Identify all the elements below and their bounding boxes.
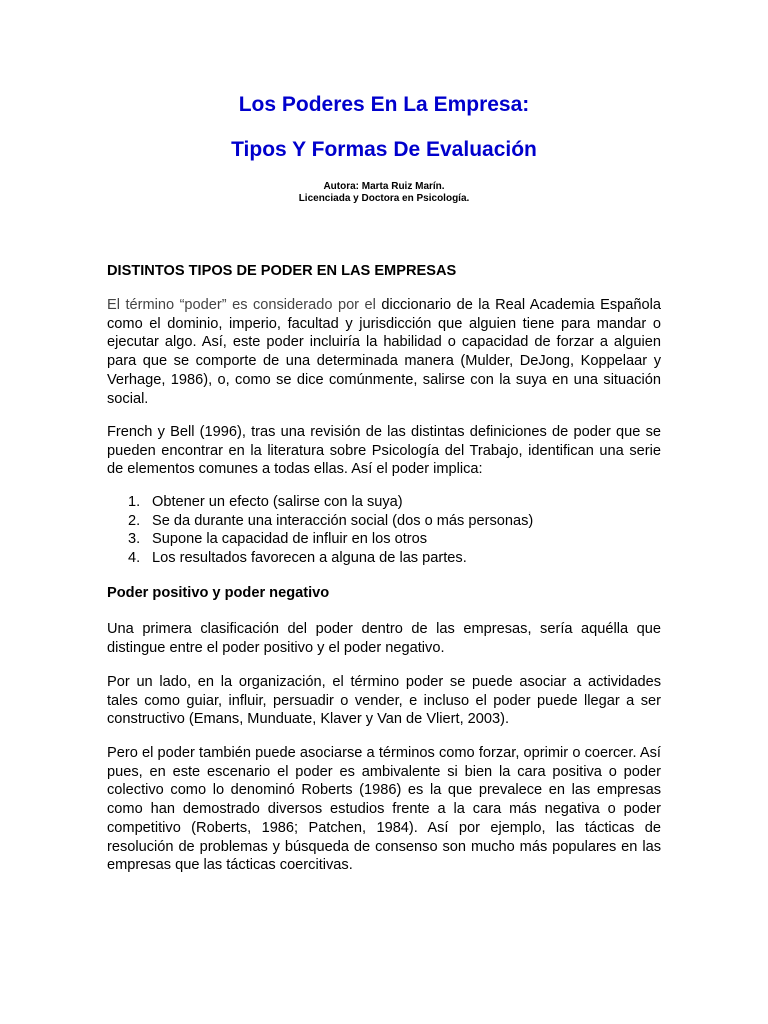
list-item-number: 2. <box>128 512 141 529</box>
paragraph-ambivalente <box>107 744 661 875</box>
list-item <box>107 530 661 549</box>
paragraph-text: Una primera clasificación del poder dentro de las empresas, sería aquélla que distingue entre el poder positivo y el poder negativo. <box>107 621 661 656</box>
credentials-line: Licenciada y Doctora en Psicología. <box>298 193 470 204</box>
section-heading-text: Poder positivo y poder negativo <box>107 585 330 601</box>
paragraph-rest: diccionario de la Real Academia Española como el dominio, imperio, facultad y jurisdicción que alguien tiene para mandar o ejecutar algo. Así, este poder incluiría la habilidad o capacidad de forzar a alguien para que se comporte de una determinada manera (Mulder, DeJong, Koppelaar y Verhage, 1986), o, como se dice comúnmente, salirse con la suya en una situación social. <box>107 297 661 407</box>
paragraph-text <box>107 296 661 408</box>
paragraph-text: Por un lado, en la organización, el término poder se puede asociar a actividades tales como guiar, influir, persuadir o vender, e incluso el poder puede llegar a ser constructivo (Emans, Munduate, Klaver y Van de Vliert, 2003). <box>107 674 661 728</box>
paragraph-lead: El término “poder” es considerado por el <box>107 297 376 313</box>
section-heading-tipos-de-poder <box>107 262 661 281</box>
document-title-line1: Los Poderes En La Empresa: <box>238 93 530 116</box>
list-item-number: 1. <box>128 494 141 510</box>
power-elements-list <box>107 493 661 568</box>
paragraph-text: Pero el poder también puede asociarse a términos como forzar, oprimir o coercer. Así pues, en este escenario el poder es ambivalente si bien la cara positiva o poder colectivo como lo denominó Roberts (1986) es la que prevalece en las empresas como han demostrado diversos estudios frente a la cara más negativa o poder competitivo (Roberts, 1986; Patchen, 1984). Así por ejemplo, las tácticas de resolución de problemas y búsqueda de consenso son mucho más populares en las empresas que las tácticas coercitivas. <box>107 745 661 874</box>
list-item-text: Obtener un efecto (salirse con la suya) <box>152 494 403 510</box>
numbered-list <box>107 493 661 568</box>
list-item <box>107 512 661 531</box>
paragraph-french-bell <box>107 423 661 479</box>
list-item-text: Los resultados favorecen a alguna de las partes. <box>152 550 467 567</box>
author-line: Autora: Marta Ruiz Marín. <box>323 181 445 192</box>
list-item <box>107 493 661 512</box>
list-item-text: Se da durante una interacción social (dos o más personas) <box>152 512 534 529</box>
paragraph-clasificacion <box>107 620 661 657</box>
section-heading-positivo-negativo <box>107 584 661 603</box>
paragraph-definicion <box>107 296 661 408</box>
list-item-number: 3. <box>128 531 141 548</box>
list-item-number: 4. <box>128 550 141 567</box>
document-title-line2: Tipos Y Formas De Evaluación <box>231 138 537 161</box>
list-item-text: Supone la capacidad de influir en los otros <box>152 531 428 548</box>
list-item <box>107 549 661 568</box>
paragraph-organizacion <box>107 673 661 729</box>
paragraph-text: French y Bell (1996), tras una revisión de las distintas definiciones de poder que se pueden encontrar en la literatura sobre Psicología del Trabajo, identifican una serie de elementos comunes a todas ellas. Así el poder implica: <box>107 424 661 478</box>
section-heading-text: DISTINTOS TIPOS DE PODER EN LAS EMPRESAS <box>107 263 457 279</box>
